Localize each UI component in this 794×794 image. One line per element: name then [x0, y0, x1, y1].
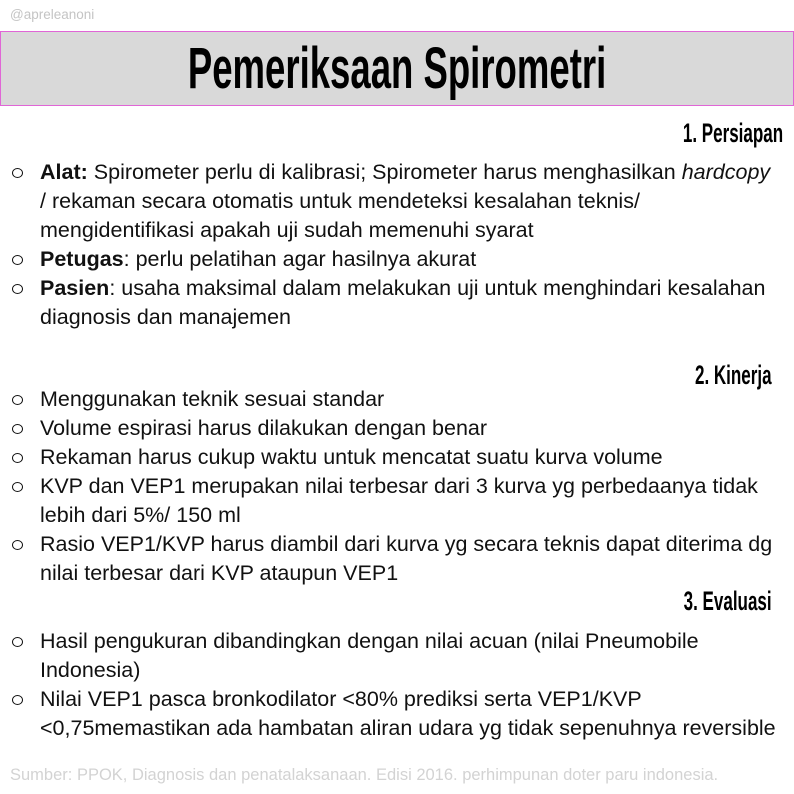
section-persiapan-list — [0, 158, 794, 332]
bullet-item — [0, 685, 794, 743]
item-text-line: <0,75memastikan ada hambatan aliran udara yg tidak sepenuhnya reversible — [40, 716, 776, 740]
bullet-item-petugas — [0, 245, 794, 274]
item-text-line: Indonesia) — [40, 658, 141, 682]
bullet-item — [0, 472, 794, 530]
title-container — [0, 31, 794, 106]
hollow-circle-bullet-icon — [12, 284, 23, 294]
hollow-circle-bullet-icon — [12, 453, 23, 463]
item-text-line — [0, 158, 794, 187]
section-heading-text: 3. Evaluasi — [684, 586, 772, 616]
item-text: Spirometer perlu di kalibrasi; Spirometer harus menghasilkan — [93, 160, 676, 184]
bullet-item-alat — [0, 158, 794, 245]
section-heading-text: 1. Persiapan — [682, 118, 783, 148]
item-text-line: Menggunakan teknik sesuai standar — [40, 387, 385, 411]
author-handle-watermark: @apreleanoni — [10, 7, 95, 22]
hollow-circle-bullet-icon — [12, 695, 23, 705]
hollow-circle-bullet-icon — [12, 540, 23, 550]
item-text-line: Rekaman harus cukup waktu untuk mencatat suatu kurva volume — [40, 445, 663, 469]
hollow-circle-bullet-icon — [12, 255, 23, 265]
page-title: Pemeriksaan Spirometri — [187, 36, 607, 101]
item-label: Alat: — [40, 160, 88, 184]
hollow-circle-bullet-icon — [12, 424, 23, 434]
bullet-item — [0, 443, 794, 472]
item-text-line: Rasio VEP1/KVP harus diambil dari kurva yg secara teknis dapat diterima dg — [40, 532, 773, 556]
bullet-item — [0, 530, 794, 588]
source-citation: Sumber: PPOK, Diagnosis dan penatalaksanaan. Edisi 2016. perhimpunan doter paru indonesia. — [10, 766, 719, 784]
item-label: Petugas — [40, 247, 124, 271]
item-text-line — [0, 245, 794, 274]
item-text-line: nilai terbesar dari KVP ataupun VEP1 — [40, 561, 399, 585]
item-text-line: / rekaman secara otomatis untuk mendeteksi kesalahan teknis/ — [40, 189, 640, 213]
item-text: : perlu pelatihan agar hasilnya akurat — [123, 247, 477, 271]
item-label: Pasien — [40, 276, 110, 300]
section-evaluasi-list — [0, 627, 794, 743]
section-heading-persiapan — [624, 120, 783, 147]
item-text-line: diagnosis dan manajemen — [40, 305, 291, 329]
section-kinerja-list — [0, 385, 794, 588]
item-text-line: lebih dari 5%/ 150 ml — [40, 503, 241, 527]
item-text-line: Volume espirasi harus dilakukan dengan benar — [40, 416, 488, 440]
item-emphasis-term: hardcopy — [681, 160, 771, 184]
bullet-item — [0, 385, 794, 414]
bullet-item — [0, 414, 794, 443]
item-text-line — [0, 274, 794, 303]
item-text-line: Nilai VEP1 pasca bronkodilator <80% prediksi serta VEP1/KVP — [40, 687, 642, 711]
hollow-circle-bullet-icon — [12, 395, 23, 405]
section-heading-text: 2. Kinerja — [695, 360, 772, 390]
hollow-circle-bullet-icon — [12, 637, 23, 647]
section-heading-evaluasi — [632, 588, 772, 615]
bullet-item — [0, 627, 794, 685]
item-text-line: mengidentifikasi apakah uji sudah memenuhi syarat — [40, 218, 534, 242]
item-text: : usaha maksimal dalam melakukan uji untuk menghindari kesalahan — [109, 276, 766, 300]
hollow-circle-bullet-icon — [12, 168, 23, 178]
item-text-line: Hasil pengukuran dibandingkan dengan nilai acuan (nilai Pneumobile — [40, 629, 699, 653]
hollow-circle-bullet-icon — [12, 482, 23, 492]
bullet-item-pasien — [0, 274, 794, 332]
item-text-line: KVP dan VEP1 merupakan nilai terbesar dari 3 kurva yg perbedaanya tidak — [40, 474, 758, 498]
